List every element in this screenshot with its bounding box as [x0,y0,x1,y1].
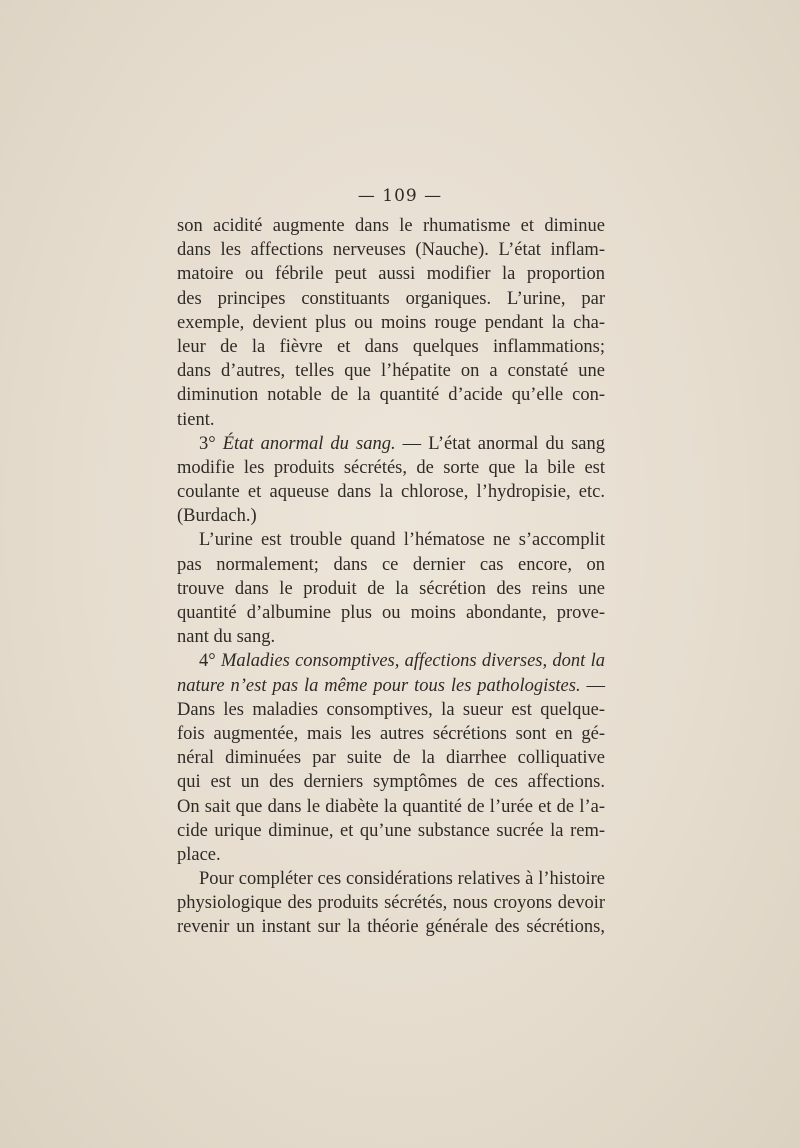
line-text: L’urine est trouble quand l’hématose ne s’accomplit [199,530,605,551]
text-line [177,746,605,770]
line-text: dans d’autres, telles que l’hépatite on a constaté une [177,361,605,382]
section-heading-line [177,432,605,456]
section-title: Maladies consomptives, affections diverses, dont la [220,651,605,672]
text-line [177,311,605,335]
text-line [177,891,605,915]
line-text: exemple, devient plus ou moins rouge pendant la cha- [177,312,605,333]
line-text: quantité d’albumine plus ou moins abondante, prove- [177,603,605,623]
text-line [177,698,605,722]
line-text: des principes constituants organiques. L’urine, par [177,288,605,309]
page-number: — 109 — [357,186,443,206]
text-line [177,287,605,311]
text-line [177,383,605,407]
text-line [177,214,605,238]
text-line [177,577,605,601]
section-title: État anormal du sang. [222,433,396,454]
line-text: matoire ou fébrile peut aussi modifier la proportion [177,264,605,285]
text-line [177,504,605,528]
text-line [177,722,605,746]
line-text: — [580,675,606,696]
text-line [177,915,605,939]
line-text: nant du sang. [177,627,276,648]
line-text: tient. [177,409,215,430]
line-text: trouve dans le produit de la sécrétion des reins une [177,578,605,599]
text-line [177,408,605,432]
text-line [177,359,605,383]
text-line [177,335,605,359]
line-text: pas normalement; dans ce dernier cas encore, on [177,554,605,575]
text-line [177,553,605,577]
text-line [177,795,605,819]
text-line [177,770,605,794]
line-text: — L’état anormal du sang [395,433,605,454]
section-title: nature n’est pas la même pour tous les pathologistes. [177,675,581,696]
line-text: son acidité augmente dans le rhumatisme et diminue [177,216,605,236]
line-text: fois augmentée, mais les autres sécrétions sont en gé- [177,723,605,744]
section-heading-line [177,674,605,698]
line-text: cide urique diminue, et qu’une substance sucrée la rem- [177,820,605,841]
line-text: place. [177,844,221,865]
text-line [177,625,605,649]
line-text: Dans les maladies consomptives, la sueur est quelque- [177,699,605,720]
line-text: diminution notable de la quantité d’acide qu’elle con- [177,385,605,406]
text-line [177,528,605,552]
text-line [177,480,605,504]
text-line [177,819,605,843]
line-text: leur de la fièvre et dans quelques inflammations; [177,336,605,357]
line-text: physiologique des produits sécrétés, nous croyons devoir [177,893,605,914]
section-heading-line [177,649,605,673]
line-text: modifie les produits sécrétés, de sorte que la bile est [177,457,605,478]
line-text: coulante et aqueuse dans la chlorose, l’hydropisie, etc. [177,482,605,503]
section-number: 3° [199,433,223,454]
line-text: revenir un instant sur la théorie générale des sécrétions, [177,917,605,938]
text-line [177,456,605,480]
text-line [177,867,605,891]
line-text: On sait que dans le diabète la quantité de l’urée et de l’a- [177,796,605,817]
line-text: qui est un des derniers symptômes de ces affections. [177,772,605,793]
line-text: néral diminuées par suite de la diarrhee colliquative [177,748,605,769]
text-line [177,262,605,286]
line-text: (Burdach.) [177,506,257,527]
body-text [177,214,605,940]
line-text: dans les affections nerveuses (Nauche). L’état inflam- [177,240,605,261]
section-number: 4° [199,651,221,672]
text-line [177,843,605,867]
line-text: Pour compléter ces considérations relatives à l’histoire [199,869,605,890]
text-line [177,238,605,262]
text-line [177,601,605,625]
